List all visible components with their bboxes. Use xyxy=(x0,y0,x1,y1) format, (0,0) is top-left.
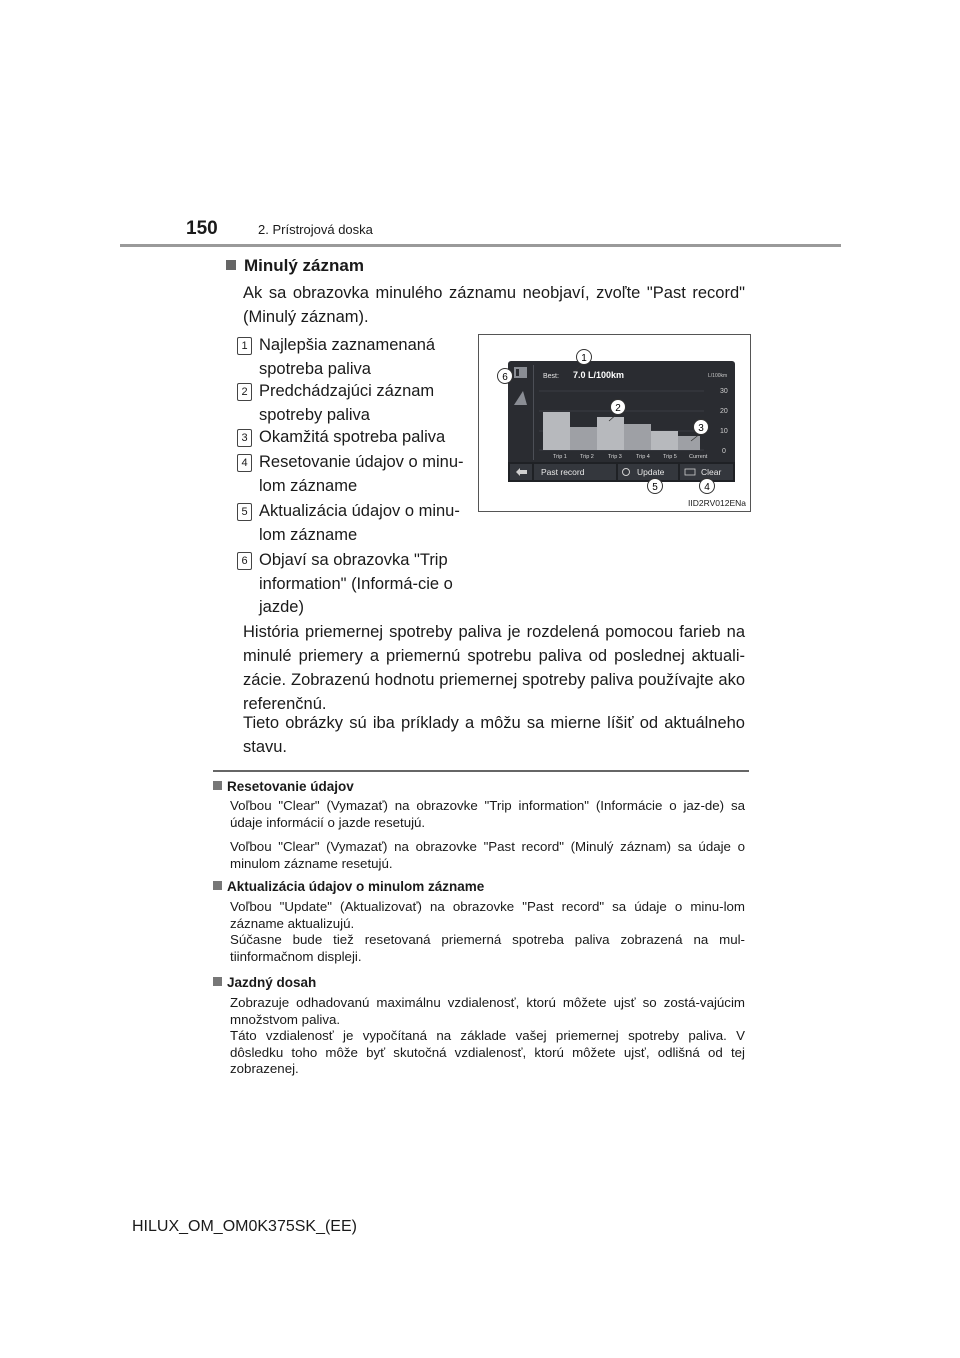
trip-label: Trip 5 xyxy=(663,454,677,460)
note-paragraph: Súčasne bude tiež resetovaná priemerná spotreba paliva zobrazená na mul-tiinformačnom displeji. xyxy=(230,932,745,964)
trip-label: Trip 2 xyxy=(580,454,594,460)
tick-label: 10 xyxy=(720,428,728,435)
unit-label: L/100km xyxy=(708,373,728,379)
bar-current xyxy=(678,436,700,450)
list-item xyxy=(237,334,477,381)
driving-range-icon xyxy=(514,391,527,405)
square-bullet-icon xyxy=(226,260,236,270)
note-paragraph: Voľbou "Update" (Aktualizovať) na obrazovke "Past record" sa údaje o minu-lom zázname aktualizujú. xyxy=(230,899,745,931)
section-divider xyxy=(213,770,749,772)
list-item-text: Objaví sa obrazovka "Trip information" (Informá-cie o jazde) xyxy=(259,551,453,616)
bar-group xyxy=(543,412,700,450)
note-title: Aktualizácia údajov o minulom zázname xyxy=(213,879,484,894)
square-bullet-icon xyxy=(213,977,222,986)
trip-label: Current xyxy=(689,454,708,460)
number-badge: 1 xyxy=(237,337,252,355)
list-item xyxy=(237,380,477,427)
list-item-text: Najlepšia zaznamenaná spotreba paliva xyxy=(259,336,436,378)
callout-number: 6 xyxy=(502,372,508,383)
chapter-title: 2. Prístrojová doska xyxy=(258,222,373,237)
list-item-text: Predchádzajúci záznam spotreby paliva xyxy=(259,382,435,424)
bar-trip-2 xyxy=(570,427,597,450)
section-title: Minulý záznam xyxy=(226,256,364,276)
section-intro: Ak sa obrazovka minulého záznamu neobjaví, zvoľte "Past record" (Minulý záznam). xyxy=(243,284,745,326)
paragraph: História priemernej spotreby paliva je rozdelená pomocou farieb na minulé priemery a priemernú spotrebu paliva od poslednej aktuali-zácie. Zobrazenú hodnotu priemernej spotreby paliva používajte ako referenčnú. xyxy=(243,623,745,713)
paragraph: Tieto obrázky sú iba príklady a môžu sa mierne líšiť od aktuálneho stavu. xyxy=(243,714,745,756)
note-paragraph: Voľbou "Clear" (Vymazať) na obrazovke "Past record" (Minulý záznam) sa údaje o minulom zázname resetujú. xyxy=(230,839,745,871)
trip-label: Trip 3 xyxy=(608,454,622,460)
trip-label: Trip 4 xyxy=(636,454,650,460)
note-paragraph: Voľbou "Clear" (Vymazať) na obrazovke "Trip information" (Informácie o jaz-de) sa údaje informácií o jazde resetujú. xyxy=(230,798,745,830)
clear-button[interactable] xyxy=(680,464,733,480)
list-item xyxy=(237,549,477,620)
trip-label: Trip 1 xyxy=(553,454,567,460)
best-label: Best: xyxy=(543,373,559,380)
list-item-text: Resetovanie údajov o minu-lom zázname xyxy=(259,453,464,495)
list-item xyxy=(237,451,477,498)
list-item xyxy=(237,500,477,547)
callout-number: 2 xyxy=(615,403,621,414)
update-button[interactable] xyxy=(618,464,678,480)
number-badge: 2 xyxy=(237,383,252,401)
list-item-text: Aktualizácia údajov o minu-lom zázname xyxy=(259,502,460,544)
update-label: Update xyxy=(637,467,665,477)
list-item xyxy=(237,426,477,450)
callout-number: 1 xyxy=(581,353,587,364)
trip-information-icon xyxy=(514,367,527,378)
callout-number: 3 xyxy=(698,423,704,434)
square-bullet-icon xyxy=(213,881,222,890)
callout-number: 5 xyxy=(652,482,658,493)
number-badge: 4 xyxy=(237,454,252,472)
square-bullet-icon xyxy=(213,781,222,790)
tick-label: 20 xyxy=(720,408,728,415)
past-record-label: Past record xyxy=(541,467,585,477)
clear-label: Clear xyxy=(701,467,722,477)
number-badge: 6 xyxy=(237,552,252,570)
number-badge: 5 xyxy=(237,503,252,521)
past-record-button[interactable] xyxy=(534,464,616,480)
best-value: 7.0 L/100km xyxy=(573,370,625,380)
bar-trip-1 xyxy=(543,412,570,450)
back-button[interactable] xyxy=(510,464,532,480)
tick-label: 0 xyxy=(722,448,726,455)
figure-code: IID2RV012ENa xyxy=(688,498,746,508)
note-paragraph: Zobrazuje odhadovanú maximálnu vzdialenosť, ktorú môžete ujsť so zostá-vajúcim množstvom paliva. xyxy=(230,995,745,1027)
note-paragraph: Táto vzdialenosť je vypočítaná na základe vašej priemernej spotreby paliva. V dôsledku toho môže byť skutočná vzdialenosť, ktorú môžete ujsť, odlišná od tej zobrazenej. xyxy=(230,1028,745,1076)
tick-label: 30 xyxy=(720,388,728,395)
callout-number: 4 xyxy=(704,482,710,493)
note-title: Resetovanie údajov xyxy=(213,779,354,794)
document-code: HILUX_OM_OM0K375SK_(EE) xyxy=(132,1218,357,1235)
header-divider xyxy=(120,244,841,247)
number-badge: 3 xyxy=(237,429,252,447)
list-item-text: Okamžitá spotreba paliva xyxy=(259,428,446,446)
bar-trip-3 xyxy=(597,417,624,450)
page-number: 150 xyxy=(186,218,218,239)
note-title: Jazdný dosah xyxy=(213,975,316,990)
past-record-screen-illustration xyxy=(479,335,750,511)
trip-record-figure xyxy=(478,334,751,512)
bar-trip-4 xyxy=(624,424,651,450)
bar-trip-5 xyxy=(651,431,678,450)
